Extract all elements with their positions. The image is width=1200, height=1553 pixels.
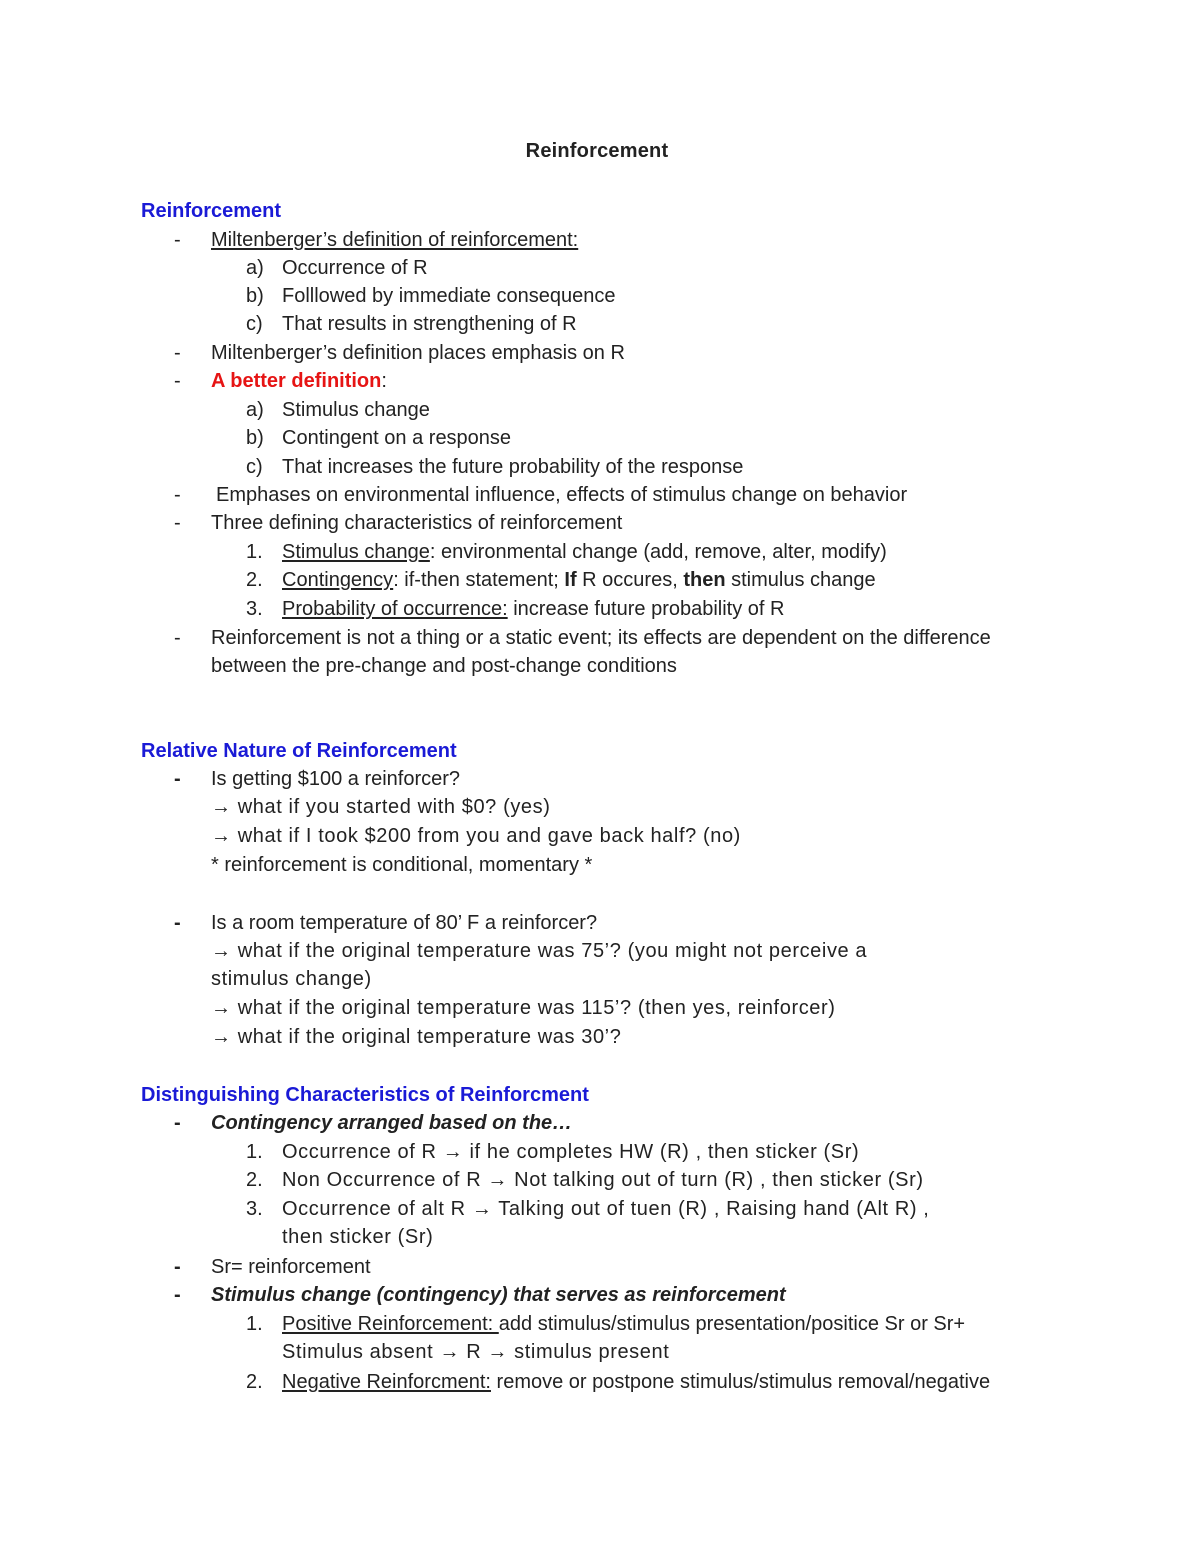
positive-reinforcement-detail: Stimulus absent → R → stimulus present (282, 1341, 670, 1363)
document-title: Reinforcement (525, 140, 669, 162)
emphases-text: Emphases on environmental influence, effects of stimulus change on behavior (216, 484, 908, 506)
answer-30: → what if the original temperature was 30’? (211, 1026, 622, 1048)
negative-reinforcement: Negative Reinforcment: remove or postpone stimulus/stimulus removal/negative (282, 1371, 991, 1393)
answer-took-200: → what if I took $200 from you and gave back half? (no) (211, 825, 741, 847)
question-room-temperature: Is a room temperature of 80’ F a reinforcer? (211, 912, 598, 934)
answer-115: → what if the original temperature was 115’? (then yes, reinforcer) (211, 997, 836, 1019)
list-item: Contingent on a response (282, 427, 512, 449)
list-marker: 3. (246, 598, 263, 620)
bullet-dash: - (174, 627, 181, 649)
bullet-dash: - (174, 1284, 181, 1306)
list-item: Occurrence of alt R → Talking out of tuen (R) , Raising hand (Alt R) , (282, 1198, 930, 1220)
three-characteristics-text: Three defining characteristics of reinforcement (211, 512, 623, 534)
list-item: Occurrence of R (282, 257, 428, 279)
list-item: Occurrence of R → if he completes HW (R) , then sticker (Sr) (282, 1141, 860, 1163)
list-item: Folllowed by immediate consequence (282, 285, 616, 307)
bullet-dash: - (174, 1112, 181, 1134)
contingency-label: Contingency arranged based on the… (211, 1112, 573, 1134)
list-item-continued: then sticker (Sr) (282, 1226, 434, 1248)
list-marker: 2. (246, 1371, 263, 1393)
list-item: Stimulus change (282, 399, 430, 421)
bullet-dash: - (174, 912, 181, 934)
answer-75-line2: stimulus change) (211, 968, 372, 990)
bullet-dash: - (174, 342, 181, 364)
bullet-dash: - (174, 370, 181, 392)
note-conditional: * reinforcement is conditional, momentary * (211, 854, 593, 876)
list-marker: c) (246, 313, 263, 335)
list-item: Non Occurrence of R → Not talking out of turn (R) , then sticker (Sr) (282, 1169, 924, 1191)
list-marker: 1. (246, 541, 263, 563)
list-marker: 1. (246, 1313, 263, 1335)
list-marker: a) (246, 399, 264, 421)
bullet-dash: - (174, 512, 181, 534)
bullet-dash: - (174, 229, 181, 251)
better-definition-label: A better definition: (211, 370, 387, 392)
list-marker: 1. (246, 1141, 263, 1163)
answer-75-line1: → what if the original temperature was 75’? (you might not perceive a (211, 940, 868, 962)
emphasis-text: Miltenberger’s definition places emphasis on R (211, 342, 625, 364)
list-item: That increases the future probability of the response (282, 456, 744, 478)
positive-reinforcement: Positive Reinforcement: add stimulus/stimulus presentation/positice Sr or Sr+ (282, 1313, 966, 1335)
stimulus-change-label: Stimulus change (contingency) that serves as reinforcement (211, 1284, 786, 1306)
sr-definition: Sr= reinforcement (211, 1256, 371, 1278)
list-marker: 2. (246, 1169, 263, 1191)
list-marker: 2. (246, 569, 263, 591)
characteristic-contingency: Contingency: if-then statement; If R occures, then stimulus change (282, 569, 876, 591)
list-marker: b) (246, 285, 264, 307)
bullet-dash: - (174, 1256, 181, 1278)
characteristic-stimulus-change: Stimulus change: environmental change (add, remove, alter, modify) (282, 541, 887, 563)
list-marker: c) (246, 456, 263, 478)
list-item: That results in strengthening of R (282, 313, 577, 335)
not-a-thing-text-line2: between the pre-change and post-change conditions (211, 655, 677, 677)
list-marker: a) (246, 257, 264, 279)
miltenberger-definition-label: Miltenberger’s definition of reinforcement: (211, 229, 579, 251)
question-100-dollars: Is getting $100 a reinforcer? (211, 768, 461, 790)
not-a-thing-text-line1: Reinforcement is not a thing or a static event; its effects are dependent on the difference (211, 627, 991, 649)
bullet-dash: - (174, 768, 181, 790)
characteristic-probability: Probability of occurrence: increase future probability of R (282, 598, 785, 620)
bullet-dash: - (174, 484, 181, 506)
list-marker: 3. (246, 1198, 263, 1220)
section-heading-reinforcement: Reinforcement (141, 200, 282, 222)
list-marker: b) (246, 427, 264, 449)
section-heading-distinguishing: Distinguishing Characteristics of Reinforcment (141, 1084, 589, 1106)
answer-started-zero: → what if you started with $0? (yes) (211, 796, 551, 818)
section-heading-relative-nature: Relative Nature of Reinforcement (141, 740, 457, 762)
